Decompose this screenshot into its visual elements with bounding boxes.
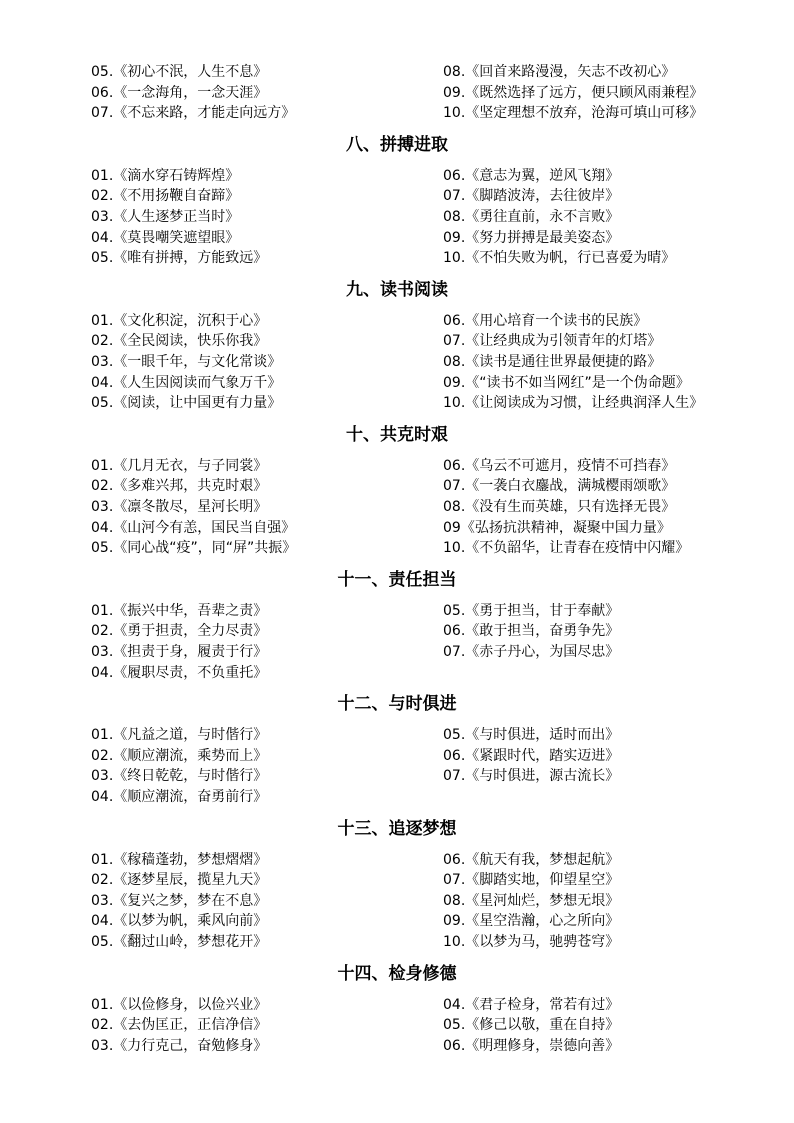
list-item: 06.《用心培育一个读书的民族》 — [443, 312, 648, 329]
section-heading: 十三、追逐梦想 — [337, 818, 457, 839]
list-item: 08.《读书是通往世界最便捷的路》 — [443, 354, 662, 370]
list-item: 02.《顺应潮流，乘势而上》 — [91, 747, 268, 764]
list-item: 07.《一袭白衣鏖战，满城樱雨颂歌》 — [443, 478, 676, 495]
list-item: 06.《航天有我，梦想起航》 — [443, 851, 620, 868]
section-heading: 十四、检身修德 — [337, 963, 457, 984]
list-item: 02.《勇于担责，全力尽责》 — [91, 623, 268, 640]
list-item: 05.《阅读，让中国更有力量》 — [91, 395, 282, 412]
list-item: 02.《多难兴邦，共克时艰》 — [91, 478, 268, 495]
list-item: 07.《不忘来路，才能走向远方》 — [91, 105, 296, 122]
list-item: 06.《乌云不可遮月，疫情不可挡春》 — [443, 457, 676, 474]
section-heading: 九、读书阅读 — [346, 279, 448, 300]
list-item: 07.《赤子丹心，为国尽忠》 — [443, 644, 620, 660]
list-item: 01.《几月无衣，与子同裳》 — [91, 457, 268, 474]
list-item: 06.《紧跟时代，踏实迈进》 — [443, 747, 620, 764]
list-item: 06.《一念海角，一念天涯》 — [91, 84, 268, 101]
list-item: 03.《一眼千年，与文化常谈》 — [91, 354, 282, 370]
list-item: 04.《履职尽责，不负重托》 — [91, 664, 268, 681]
list-item: 06.《明理修身，崇德向善》 — [443, 1037, 620, 1054]
list-item: 04.《以梦为帆，乘风向前》 — [91, 913, 268, 930]
list-item: 05.《修己以敬，重在自持》 — [443, 1017, 620, 1034]
list-item: 08.《回首来路漫漫，矢志不改初心》 — [443, 64, 676, 80]
list-item: 06.《意志为翼，逆风飞翔》 — [443, 167, 620, 184]
list-item: 01.《凡益之道，与时偕行》 — [91, 727, 268, 744]
list-item: 01.《振兴中华，吾辈之责》 — [91, 602, 268, 619]
list-item: 03.《终日乾乾，与时偕行》 — [91, 768, 268, 785]
list-item: 09.《努力拼搏是最美姿态》 — [443, 229, 620, 246]
list-item: 01.《以俭修身，以俭兴业》 — [91, 996, 268, 1013]
section-heading: 八、拼搏进取 — [346, 134, 448, 155]
list-item: 08.《勇往直前，永不言败》 — [443, 209, 620, 225]
list-item: 03.《人生逐梦正当时》 — [91, 209, 240, 225]
list-item: 09.《既然选择了远方，便只顾风雨兼程》 — [443, 84, 704, 101]
list-item: 09.《“读书不如当网红”是一个伪命题》 — [443, 374, 690, 391]
list-item: 08.《没有生而英雄，只有选择无畏》 — [443, 499, 676, 515]
list-item: 04.《莫畏嘲笑遮望眼》 — [91, 229, 240, 246]
list-item: 02.《全民阅读，快乐你我》 — [91, 333, 268, 350]
list-item: 01.《文化积淀，沉积于心》 — [91, 312, 268, 329]
section-heading: 十、共克时艰 — [346, 424, 448, 445]
list-item: 08.《星河灿烂，梦想无垠》 — [443, 892, 620, 909]
list-item: 07.《让经典成为引领青年的灯塔》 — [443, 333, 662, 350]
list-item: 05.《唯有拼搏，方能致远》 — [91, 250, 268, 267]
list-item: 02.《不用扬鞭自奋蹄》 — [91, 188, 240, 205]
list-item: 10.《坚定理想不放弃，沧海可填山可移》 — [443, 105, 704, 122]
list-item: 05.《初心不泯，人生不息》 — [91, 64, 268, 80]
list-item: 07.《与时俱进，源古流长》 — [443, 768, 620, 785]
list-item: 04.《人生因阅读而气象万千》 — [91, 374, 282, 391]
list-item: 05.《与时俱进，适时而出》 — [443, 727, 620, 744]
list-item: 05.《同心战“疫”，同“屏”共振》 — [91, 540, 297, 557]
list-item: 10.《让阅读成为习惯，让经典润泽人生》 — [443, 395, 704, 412]
list-item: 02.《逐梦星辰，揽星九天》 — [91, 872, 268, 889]
list-item: 01.《滴水穿石铸辉煌》 — [91, 167, 240, 184]
section-heading: 十二、与时俱进 — [337, 694, 457, 715]
list-item: 05.《翻过山岭，梦想花开》 — [91, 934, 268, 950]
list-item: 07.《脚踏波涛，去往彼岸》 — [443, 188, 620, 205]
list-item: 09《弘扬抗洪精神，凝聚中国力量》 — [443, 519, 671, 536]
list-item: 09.《星空浩瀚，心之所向》 — [443, 913, 620, 930]
list-item: 05.《勇于担当，甘于奉献》 — [443, 602, 620, 619]
list-item: 10.《不怕失败为帆，行已喜爱为晴》 — [443, 250, 676, 267]
list-item: 03.《复兴之梦，梦在不息》 — [91, 892, 268, 909]
list-item: 03.《担责于身，履责于行》 — [91, 644, 268, 660]
list-item: 10.《不负韶华，让青春在疫情中闪耀》 — [443, 540, 690, 557]
list-item: 06.《敢于担当，奋勇争先》 — [443, 623, 620, 640]
list-item: 07.《脚踏实地，仰望星空》 — [443, 872, 620, 889]
list-item: 01.《稼穑蓬勃，梦想熠熠》 — [91, 851, 268, 868]
list-item: 04.《山河今有恙，国民当自强》 — [91, 519, 296, 536]
section-heading: 十一、责任担当 — [337, 569, 457, 590]
list-item: 04.《顺应潮流，奋勇前行》 — [91, 789, 268, 805]
list-item: 03.《凛冬散尽，星河长明》 — [91, 499, 268, 515]
list-item: 02.《去伪匡正，正信净信》 — [91, 1017, 268, 1034]
list-item: 03.《力行克己，奋勉修身》 — [91, 1037, 268, 1054]
list-item: 04.《君子检身，常若有过》 — [443, 996, 620, 1013]
list-item: 10.《以梦为马，驰骋苍穹》 — [443, 934, 620, 950]
